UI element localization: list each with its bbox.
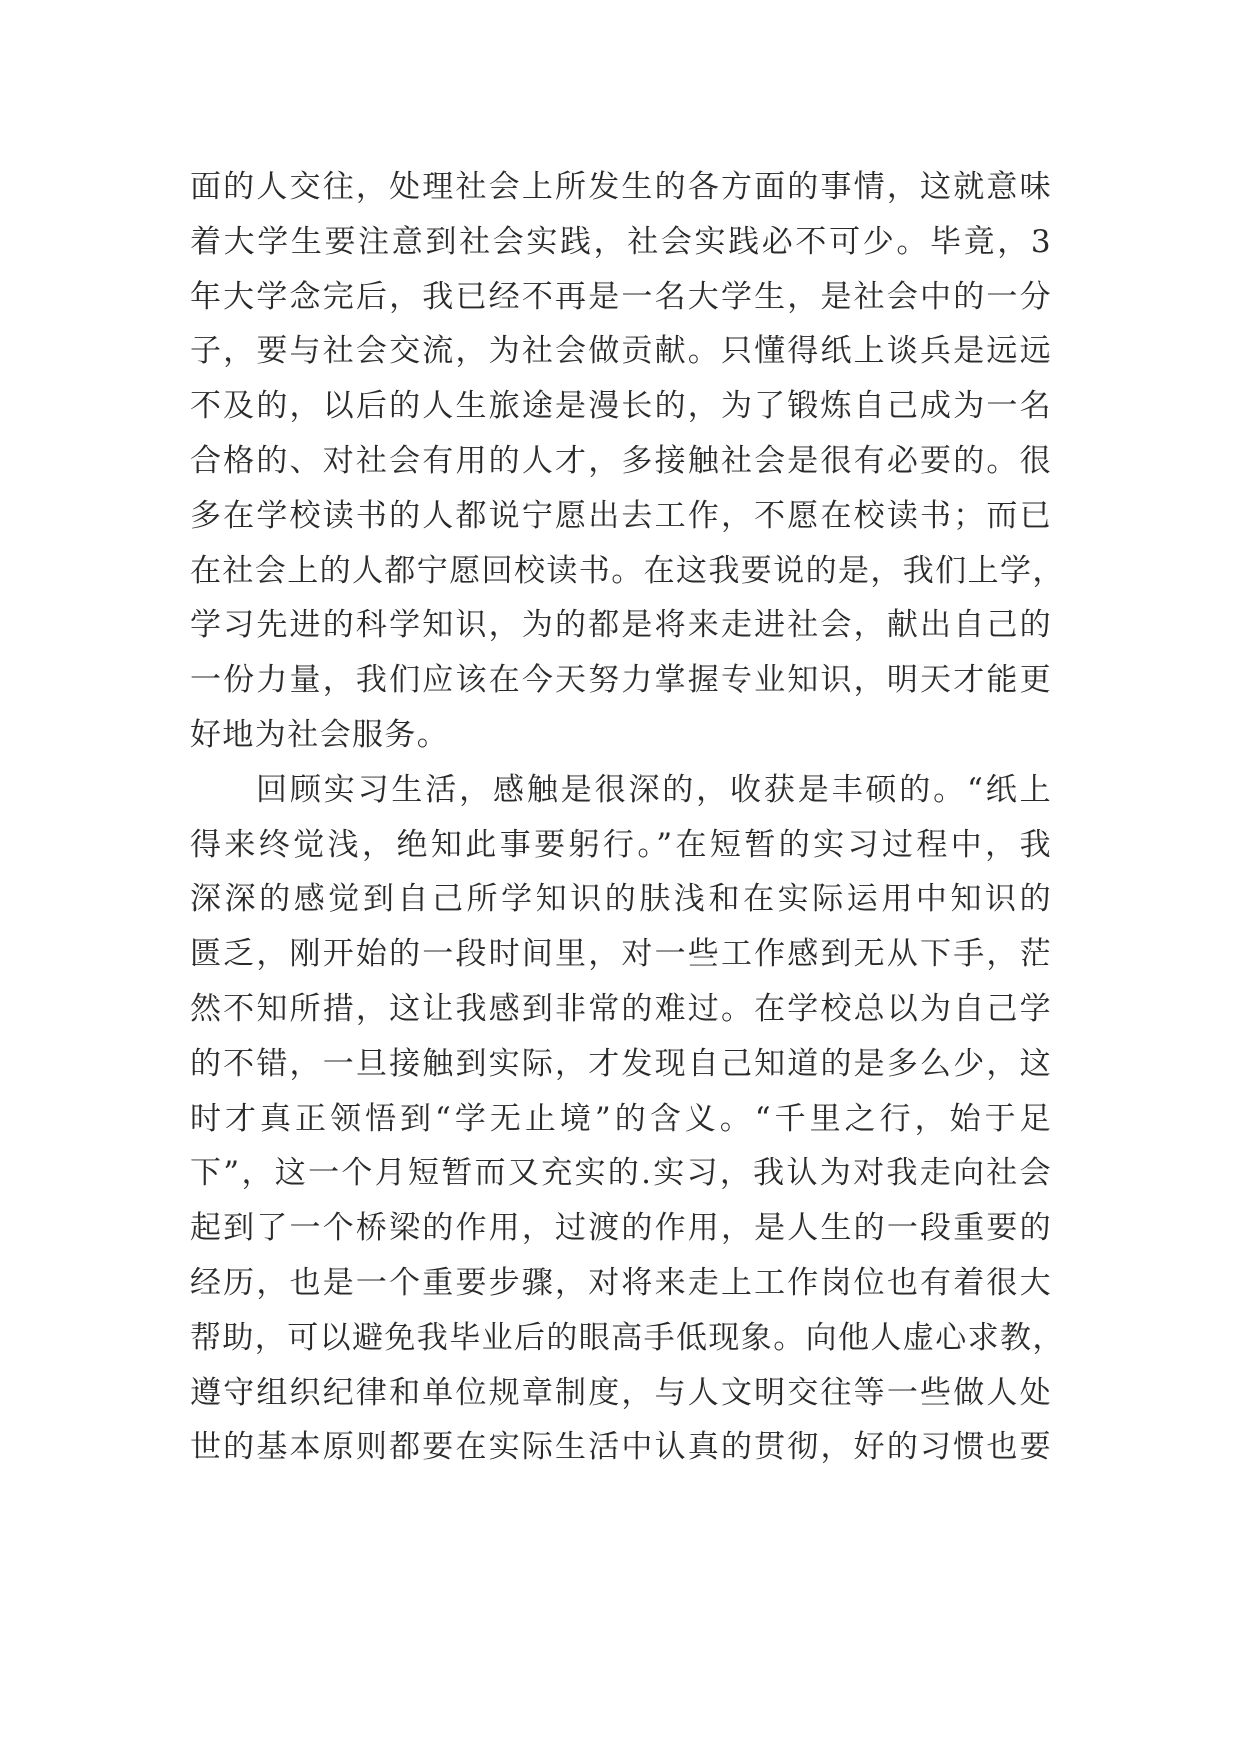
text-line: 不及的，以后的人生旅途是漫长的，为了锻炼自己成为一名: [190, 388, 1052, 425]
text-line: 匮乏，刚开始的一段时间里，对一些工作感到无从下手，茫: [190, 936, 1052, 973]
text-line: 学习先进的科学知识，为的都是将来走进社会，献出自己的: [190, 607, 1052, 644]
body-text: [190, 160, 1065, 1475]
text-line: 下”，这一个月短暂而又充实的.实习，我认为对我走向社会: [190, 1155, 1052, 1192]
paragraph-2: [190, 763, 1065, 1475]
text-line: 一份力量，我们应该在今天努力掌握专业知识，明天才能更: [190, 662, 1052, 699]
text-line: 起到了一个桥梁的作用，过渡的作用，是人生的一段重要的: [190, 1210, 1052, 1247]
text-line: 着大学生要注意到社会实践，社会实践必不可少。毕竟，3: [190, 223, 1052, 260]
text-line: 得来终觉浅，绝知此事要躬行。”在短暂的实习过程中，我: [190, 826, 1052, 863]
text-line: 的不错，一旦接触到实际，才发现自己知道的是多么少，这: [190, 1045, 1052, 1082]
paragraph-1: [190, 160, 1065, 763]
text-line: 经历，也是一个重要步骤，对将来走上工作岗位也有着很大: [190, 1264, 1052, 1301]
text-line: 在社会上的人都宁愿回校读书。在这我要说的是，我们上学，: [190, 552, 1065, 589]
text-line: 回顾实习生活，感触是很深的，收获是丰硕的。“纸上: [256, 771, 1052, 808]
text-line: 然不知所措，这让我感到非常的难过。在学校总以为自己学: [190, 990, 1052, 1027]
text-line: 合格的、对社会有用的人才，多接触社会是很有必要的。很: [190, 442, 1052, 479]
text-line: 子，要与社会交流，为社会做贡献。只懂得纸上谈兵是远远: [190, 333, 1052, 370]
text-line: 面的人交往，处理社会上所发生的各方面的事情，这就意味: [190, 169, 1052, 205]
text-line: 时才真正领悟到“学无止境”的含义。“千里之行，始于足: [190, 1100, 1052, 1137]
text-line: 多在学校读书的人都说宁愿出去工作，不愿在校读书；而已: [190, 497, 1052, 534]
text-line: 帮助，可以避免我毕业后的眼高手低现象。向他人虚心求教，: [190, 1319, 1065, 1356]
text-line: 世的基本原则都要在实际生活中认真的贯彻，好的习惯也要: [190, 1429, 1052, 1466]
text-line: 年大学念完后，我已经不再是一名大学生，是社会中的一分: [190, 278, 1052, 315]
text-line: 遵守组织纪律和单位规章制度，与人文明交往等一些做人处: [190, 1374, 1052, 1411]
text-line: 好地为社会服务。: [190, 716, 450, 753]
text-line: 深深的感觉到自己所学知识的肤浅和在实际运用中知识的: [190, 881, 1052, 918]
